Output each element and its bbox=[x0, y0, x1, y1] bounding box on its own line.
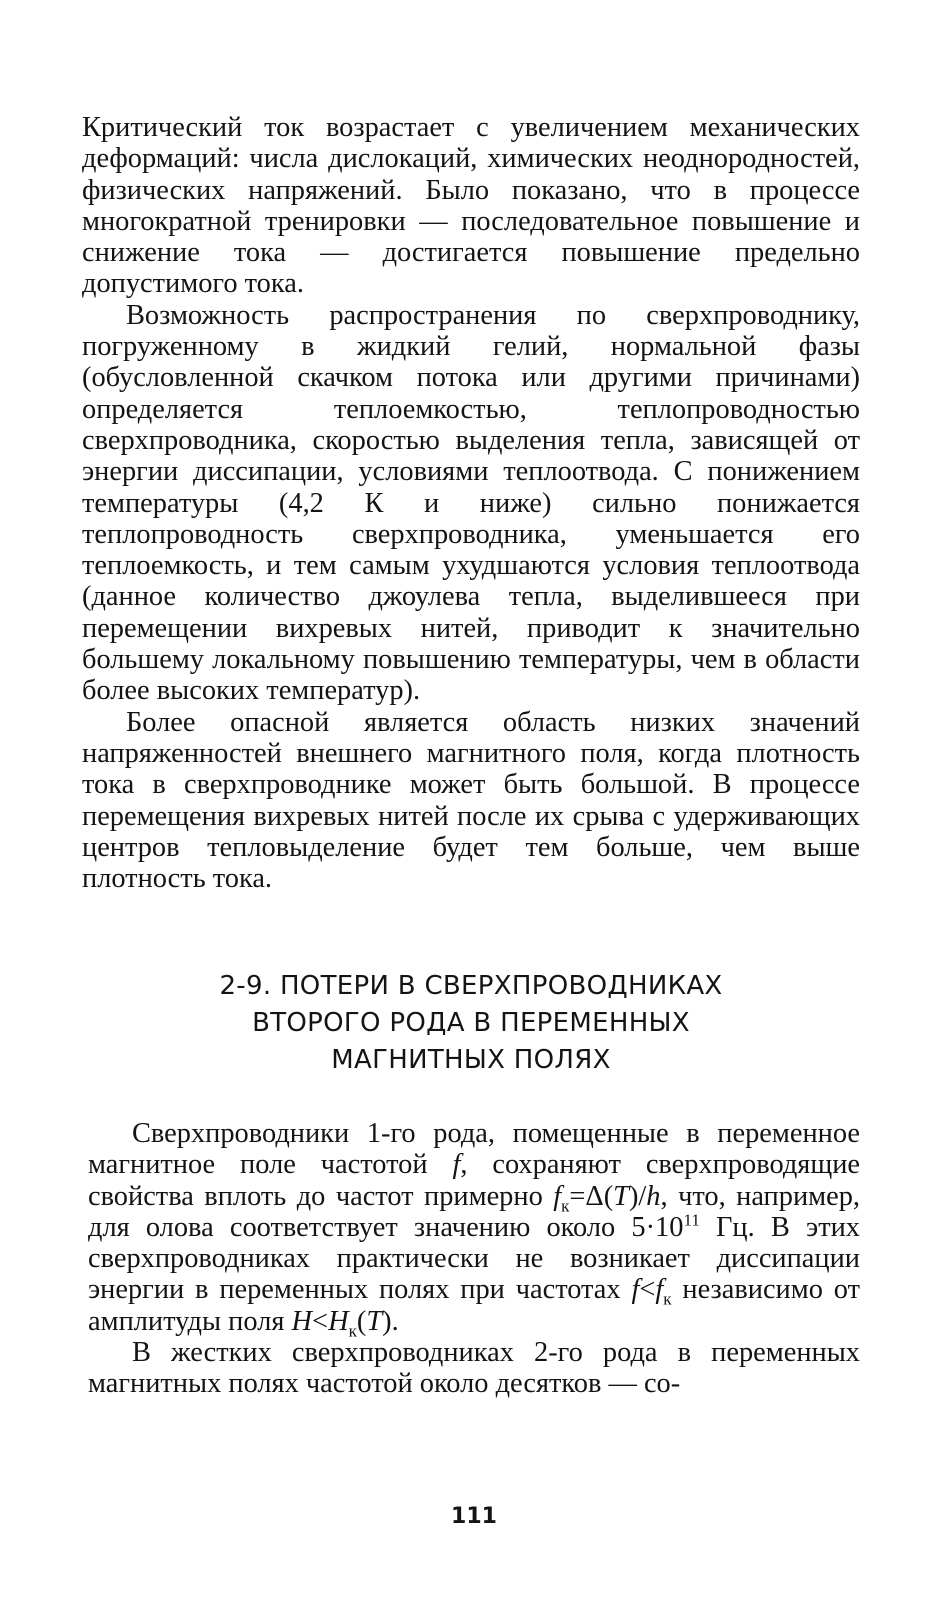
paragraph-critical-current: Критический ток возрастает с увеличением механических деформаций: числа дислокаций, химических неоднородностей, физических напряжений. Было показано, что в процессе многократной тренировки — последовательное повышение и снижение тока — достигается повышение предельно допустимого тока. bbox=[82, 112, 860, 300]
section-heading-line-1: 2-9. ПОТЕРИ В СВЕРХПРОВОДНИКАХ bbox=[219, 971, 723, 1001]
section-heading-line-2: ВТОРОГО РОДА В ПЕРЕМЕННЫХ bbox=[252, 1008, 690, 1038]
section-text-block bbox=[88, 1118, 860, 1400]
page-number: 111 bbox=[451, 1504, 497, 1529]
paragraph-hard-superconductors: В жестких сверхпроводниках 2-го рода в переменных магнитных полях частотой около десятков — со- bbox=[88, 1337, 860, 1400]
top-text-block bbox=[82, 112, 860, 894]
section-heading bbox=[82, 968, 860, 1079]
paragraph-low-field: Более опасной является область низких значений напряженностей внешнего магнитного поля, когда плотность тока в сверхпроводнике может быть большой. В процессе перемещения вихревых нитей после их срыва с удерживающих центров тепловыделение будет тем больше, чем выше плотность тока. bbox=[82, 706, 860, 895]
paragraph-type1-superconductors: Сверхпроводники 1-го рода, помещенные в переменное магнитное поле частотой f, сохраняют сверхпроводящие свойства вплоть до частот примерно $f_к=\Delta(T)/h$, что, например, для олова соответствует значению около $5\cdot 10^{11}$ Гц. В этих сверхпроводниках практически не возникает диссипации энергии в переменных полях при частотах $f<f_к$ независимо от амплитуды поля $H<H_к(T)$. bbox=[88, 1118, 861, 1341]
paragraph-normal-phase: Возможность распространения по сверхпроводнику, погруженному в жидкий гелий, нормальной фазы (обусловленной скачком потока или другими причинами) определяется теплоемкостью, теплопроводностью сверхпроводника, скоростью выделения тепла, зависящей от энергии диссипации, условиями теплоотвода. С понижением температуры (4,2 К и ниже) сильно понижается теплопроводность сверхпроводника, уменьшается его теплоемкость, и тем самым ухудшаются условия теплоотвода (данное количество джоулева тепла, выделившееся при перемещении вихревых нитей, приводит к значительно большему локальному повышению температуры, чем в области более высоких температур). bbox=[82, 299, 860, 707]
section-heading-line-3: МАГНИТНЫХ ПОЛЯХ bbox=[331, 1045, 611, 1075]
